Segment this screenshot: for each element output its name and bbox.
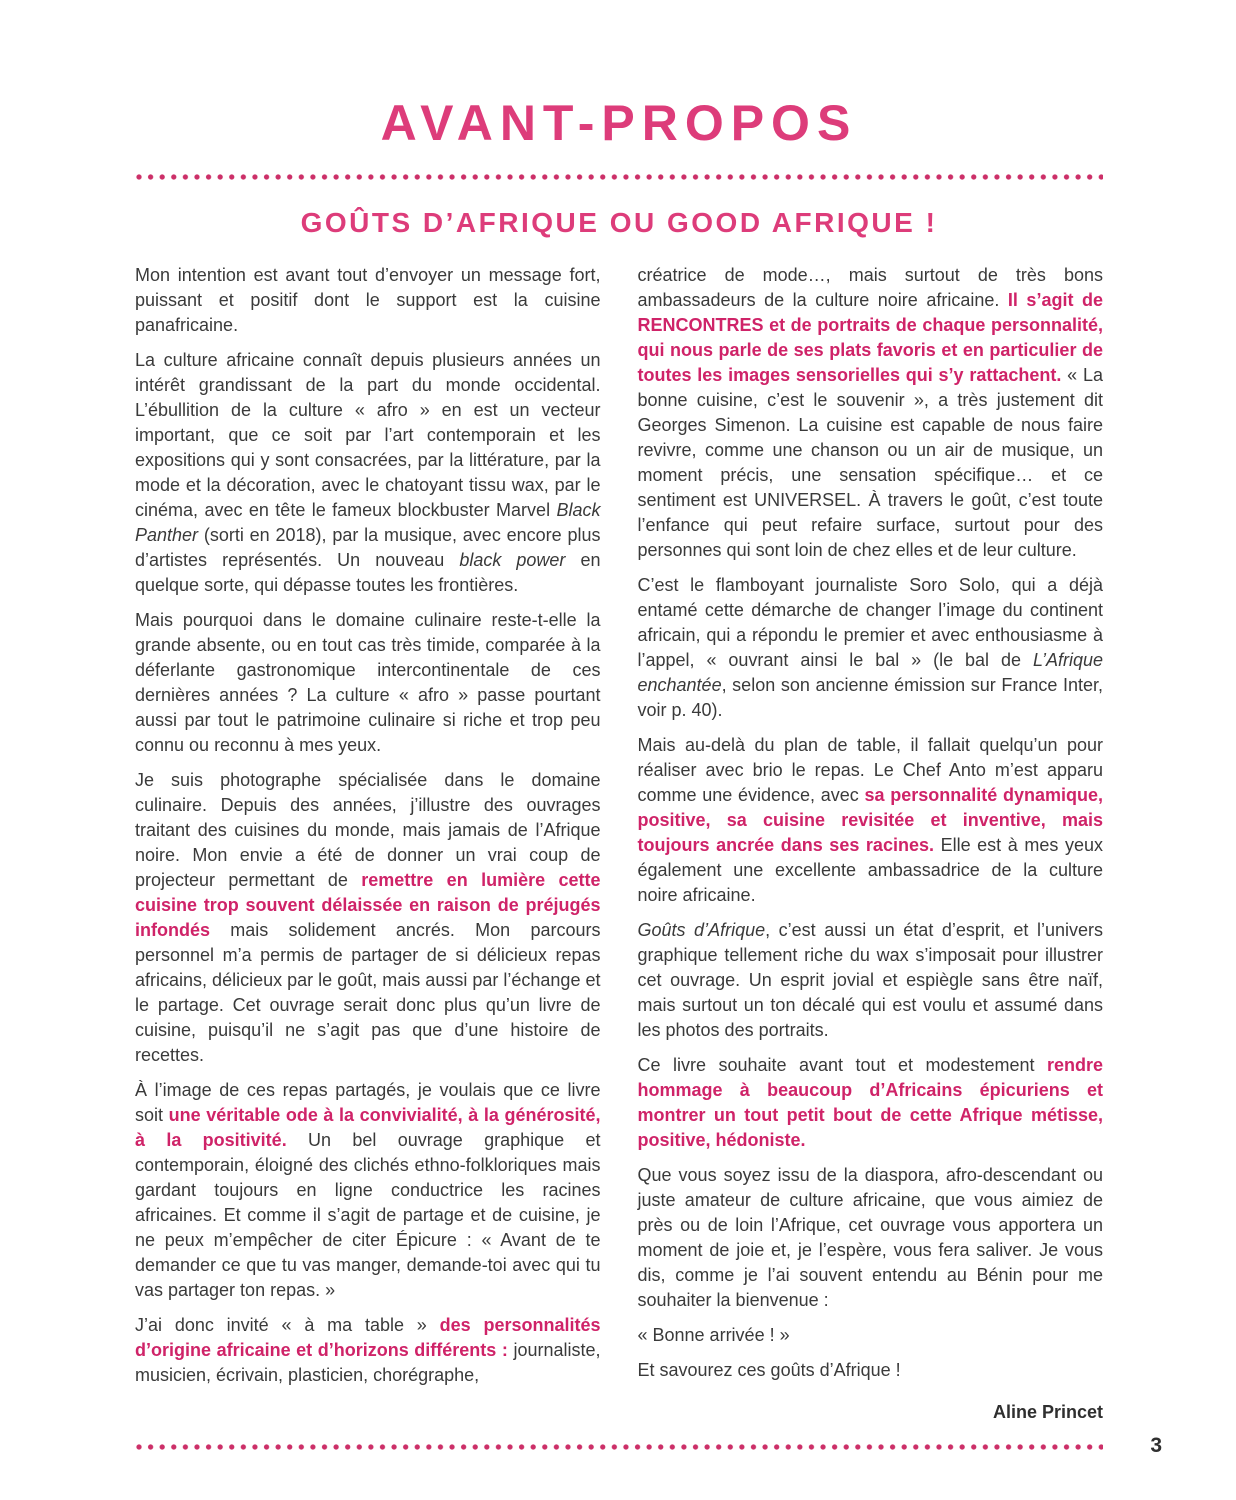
body-text: , selon son ancienne émission sur France Inter, voir p. 40). [637,675,1103,720]
two-column-text [135,263,1103,1388]
paragraph [135,263,601,338]
body-text: C’est le flamboyant journaliste Soro Solo, qui a déjà entamé cette démarche de changer l’image du continent africain, qui a répondu le premier et avec enthousiasme à l’appel, « ouvrant ainsi le bal » (le bal de [637,575,1103,670]
text-column-right [638,263,1104,1388]
body-text: mais solidement ancrés. Mon parcours personnel m’a permis de partager de si délicieux repas africains, délicieux par le goût, mais aussi par l’échange et le partage. Cet ouvrage serait donc plus qu’un livre de cuisine, puisqu’il ne s’agit pas que d’une histoire de recettes. [135,920,601,1065]
paragraph [638,1053,1104,1153]
body-text: Un bel ouvrage graphique et contemporain, éloigné des clichés ethno-folkloriques mais gardant toujours en ligne conductrice les racines africaines. Et comme il s’agit de partage et de cuisine, je ne peux m’empêcher de citer Épicure : « Avant de te demander ce que tu vas manger, demande-toi avec qui tu vas partager ton repas. » [135,1130,601,1300]
paragraph [638,1358,1104,1383]
page-title: AVANT-PROPOS [380,95,858,151]
dotted-divider-top [135,173,1103,181]
body-text: « Bonne arrivée ! » [637,1325,790,1345]
body-text: créatrice de mode…, mais surtout de très bons ambassadeurs de la culture noire africaine. [637,265,1103,310]
body-text: Et savourez ces goûts d’Afrique ! [637,1360,901,1380]
highlighted-text: sa personnalité dynamique, positive, sa cuisine revisitée et inventive, mais toujours ancrée dans ses racines. [637,785,1103,855]
highlighted-text: une véritable ode à la convivialité, à la générosité, à la positivité. [135,1105,601,1150]
paragraph [638,1163,1104,1313]
dotted-divider-bottom [135,1443,1103,1451]
highlighted-text: remettre en lumière cette cuisine trop souvent délaissée en raison de préjugés infondés [135,870,601,940]
body-text: Goûts d’Afrique [637,920,766,940]
body-text: L’Afrique enchantée [637,650,1103,695]
body-text: La culture africaine connaît depuis plusieurs années un intérêt grandissant de la part du monde occidental. L’ébullition de la culture « afro » en est un vecteur important, que ce soit par l’art contemporain et les expositions qui y sont consacrées, par la littérature, par la mode et la décoration, avec le chatoyant tissu wax, par le cinéma, avec en tête le fameux blockbuster Marvel [135,350,601,520]
paragraph [638,1323,1104,1348]
paragraph [638,733,1104,908]
page-subtitle: GOÛTS D’AFRIQUE OU GOOD AFRIQUE ! [300,207,938,238]
body-text: , c’est aussi un état d’esprit, et l’univers graphique tellement riche du wax s’imposait pour illustrer cet ouvrage. Un esprit jovial et espiègle sans être naïf, mais surtout un ton décalé qui est voulu et assumé dans les photos des portraits. [637,920,1103,1040]
body-text: Ce livre souhaite avant tout et modestement [637,1055,1047,1075]
paragraph [135,1078,601,1303]
body-text: en quelque sorte, qui dépasse toutes les frontières. [135,550,601,595]
paragraph [135,608,601,758]
body-text: « La bonne cuisine, c’est le souvenir », a très justement dit Georges Simenon. La cuisine est capable de nous faire revivre, comme une chanson ou un air de musique, un moment précis, une sensation spécifique… et ce sentiment est UNIVERSEL. À travers le goût, c’est toute l’enfance qui peut refaire surface, surtout pour des personnes qui sont loin de chez elles et de leur culture. [637,365,1103,560]
text-column-left [135,263,601,1388]
highlighted-text: rendre hommage à beaucoup d’Africains épicuriens et montrer un tout petit bout de cette Afrique métisse, positive, hédoniste. [637,1055,1103,1150]
paragraph [135,768,601,1068]
author-signature: Aline Princet [992,1402,1103,1422]
body-text: Mais pourquoi dans le domaine culinaire reste-t-elle la grande absente, ou en tout cas très timide, comparée à la déferlante gastronomique intercontinentale de ces dernières années ? La culture « afro » passe pourtant aussi par tout le patrimoine culinaire si riche et trop peu connu ou reconnu à mes yeux. [135,610,601,755]
page-number: 3 [1150,1434,1162,1457]
body-text: Mais au-delà du plan de table, il fallait quelqu’un pour réaliser avec brio le repas. Le Chef Anto m’est apparu comme une évidence, avec [637,735,1103,805]
body-text: J’ai donc invité « à ma table » [135,1315,440,1335]
highlighted-text: Il s’agit de RENCONTRES et de portraits de chaque personnalité, qui nous parle de ses plats favoris et en particulier de toutes les images sensorielles qui s’y rattachent. [637,290,1103,385]
body-text: Black Panther [135,500,601,545]
body-text: À l’image de ces repas partagés, je voulais que ce livre soit [135,1080,601,1125]
body-text: (sorti en 2018), par la musique, avec encore plus d’artistes représentés. Un nouveau [135,525,601,570]
paragraph [638,573,1104,723]
paragraph [638,263,1104,563]
body-text: Je suis photographe spécialisée dans le domaine culinaire. Depuis des années, j’illustre des ouvrages traitant des cuisines du monde, mais jamais de l’Afrique noire. Mon envie a été de donner un vrai coup de projecteur permettant de [135,770,601,890]
body-text: Que vous soyez issu de la diaspora, afro-descendant ou juste amateur de culture africaine, que vous aimiez de près ou de loin l’Afrique, cet ouvrage vous apportera un moment de joie et, je l’espère, vous fera saliver. Je vous dis, comme je l’ai souvent entendu au Bénin pour me souhaiter la bienvenue : [637,1165,1103,1310]
body-text: journaliste, musicien, écrivain, plasticien, chorégraphe, [135,1340,601,1385]
paragraph [638,918,1104,1043]
body-text: Elle est à mes yeux également une excellente ambassadrice de la culture noire africaine. [637,835,1103,905]
highlighted-text: des personnalités d’origine africaine et d’horizons différents : [135,1315,601,1360]
page-content [135,96,1103,1451]
paragraph [135,348,601,598]
paragraph [135,1313,601,1388]
body-text: black power [459,550,566,570]
body-text: Mon intention est avant tout d’envoyer un message fort, puissant et positif dont le support est la cuisine panafricaine. [135,265,601,335]
